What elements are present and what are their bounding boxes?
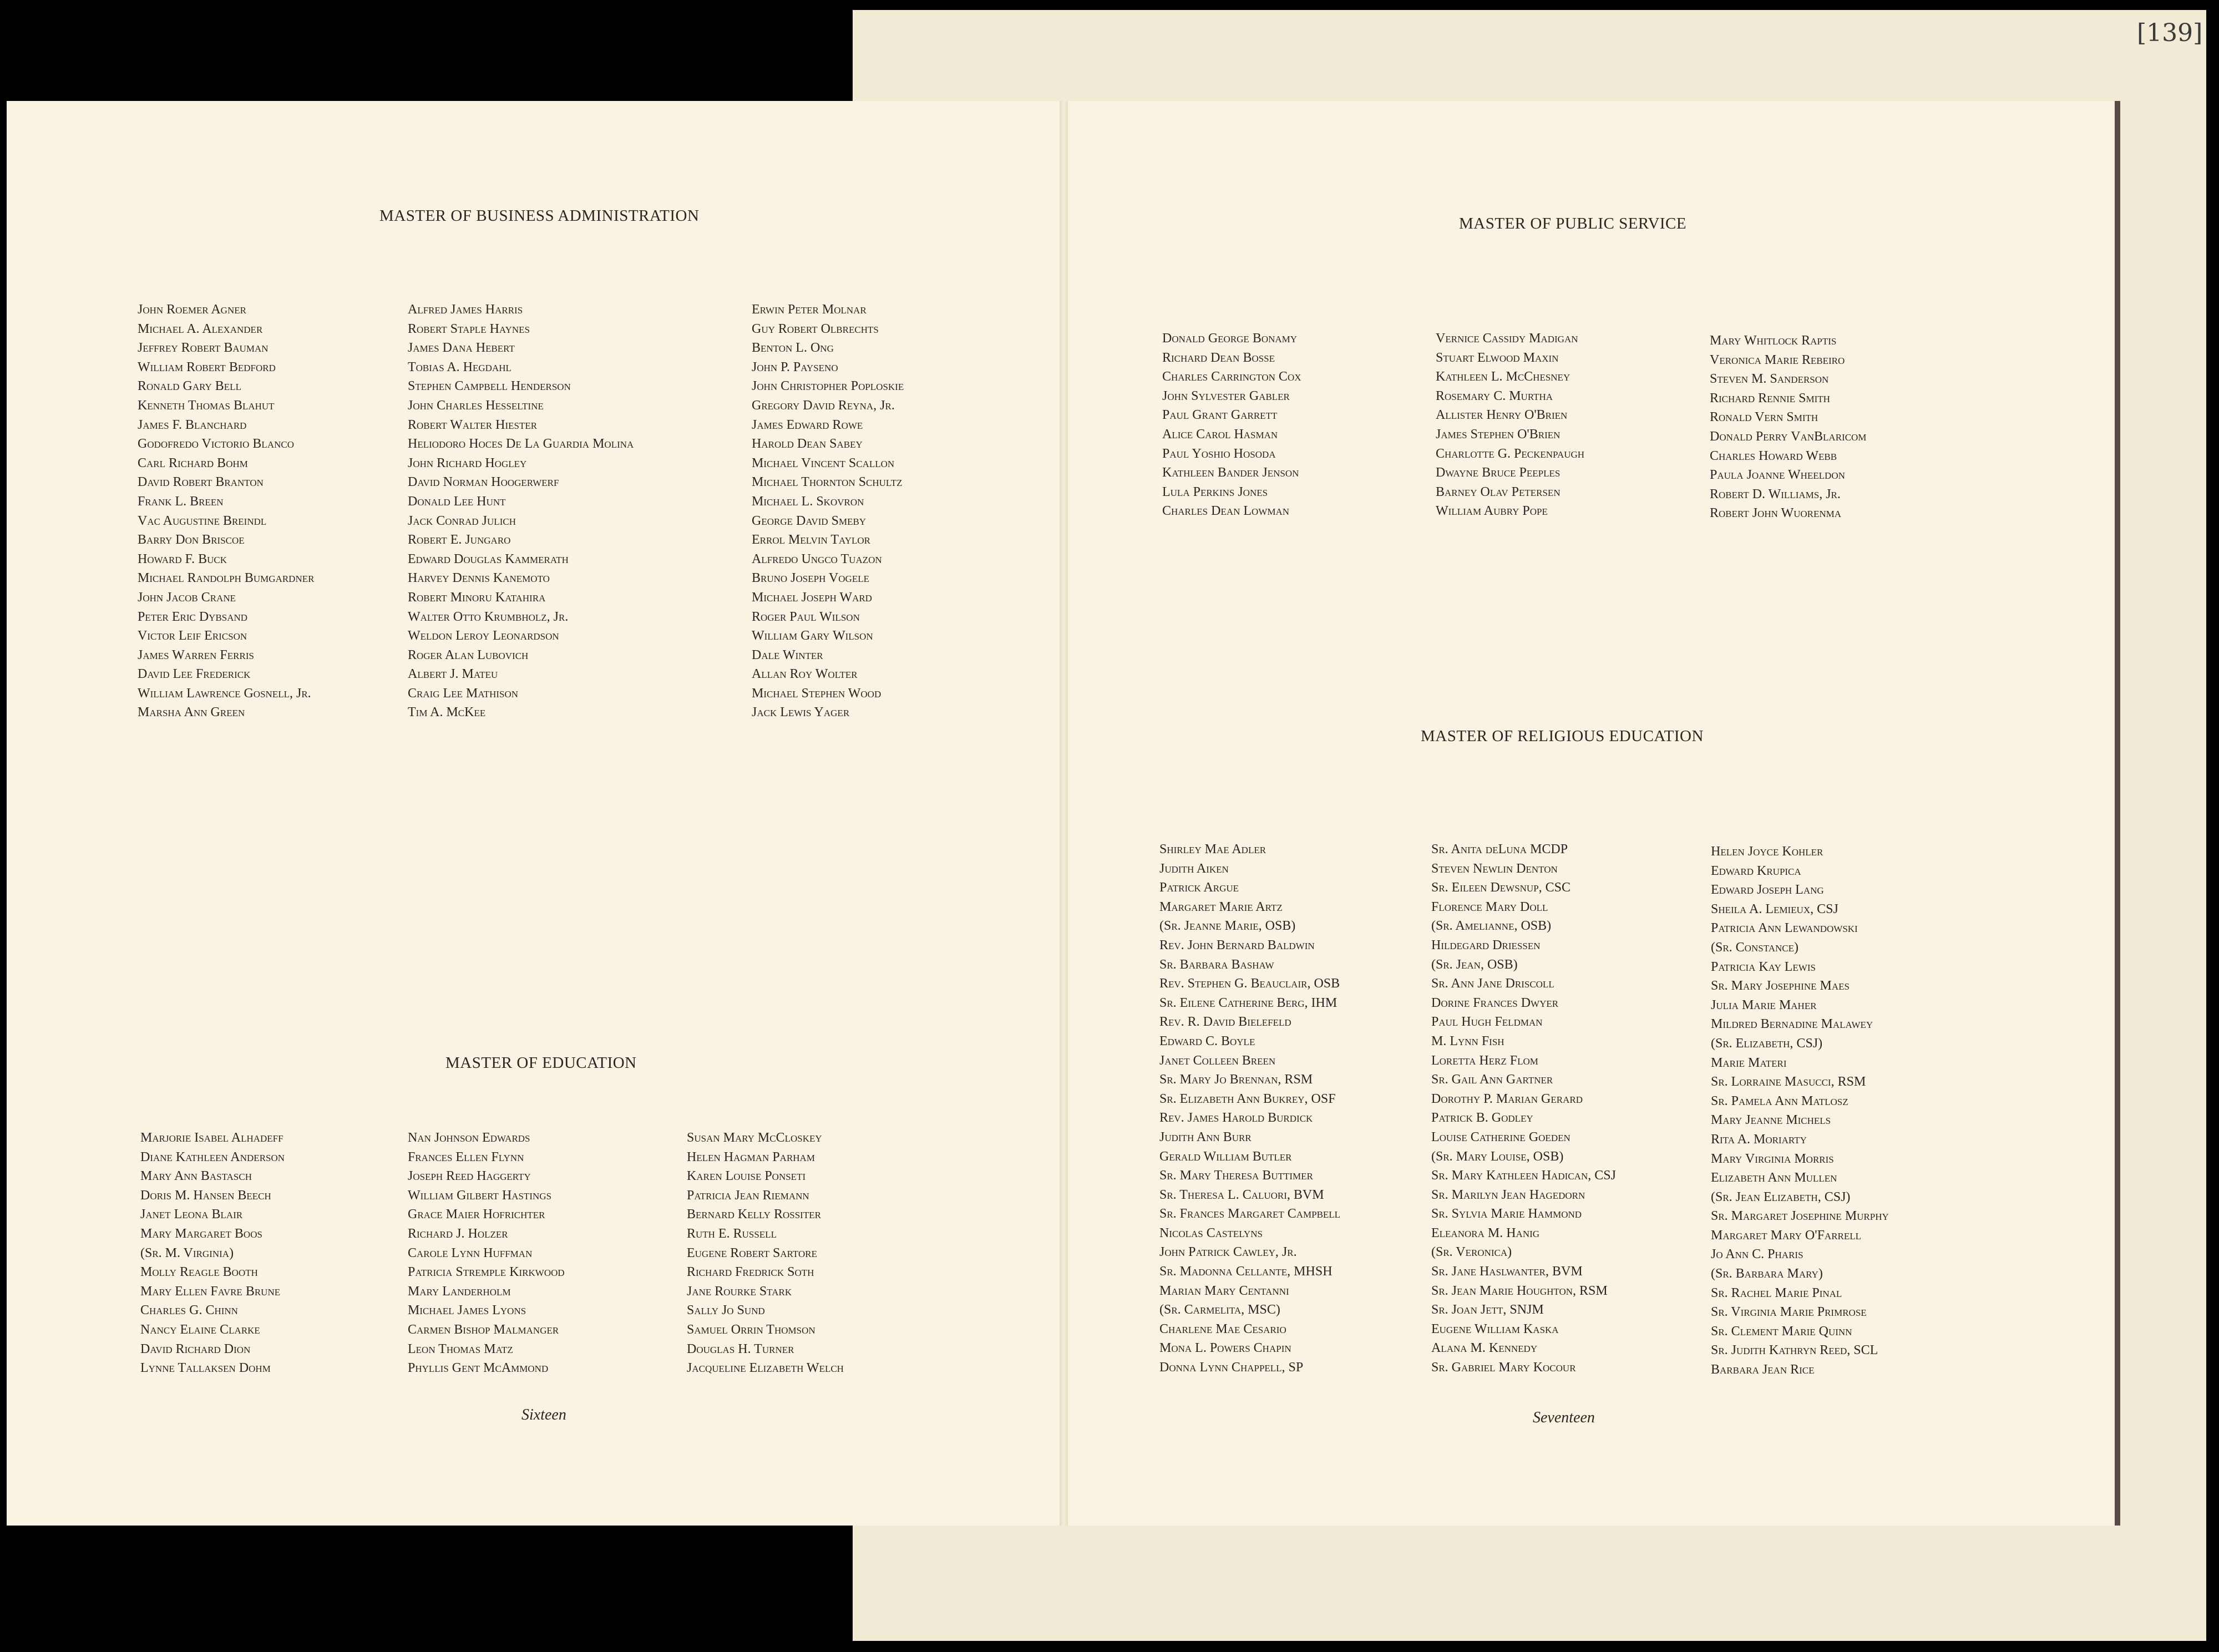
graduate-name: Paul Yoshio Hosoda [1162,446,1276,461]
graduate-name: (Sr. Jeanne Marie, OSB) [1159,919,1296,934]
graduate-name: Sr. Mary Kathleen Hadican, CSJ [1431,1168,1616,1183]
graduate-name: David Lee Frederick [138,667,251,682]
graduate-name: Eugene William Kaska [1431,1321,1559,1336]
graduate-name: Richard Rennie Smith [1710,391,1830,406]
graduate-name: Sr. Ann Jane Driscoll [1431,976,1554,991]
med-column-1 [140,1128,285,1378]
graduate-name: (Sr. Mary Louise, OSB) [1431,1149,1564,1164]
graduate-name: Helen Hagman Parham [687,1149,815,1164]
graduate-name: Douglas H. Turner [687,1341,794,1356]
graduate-name: Allister Henry O'Brien [1436,408,1568,423]
graduate-name: (Sr. Jean Elizabeth, CSJ) [1711,1189,1851,1204]
graduate-name: (Sr. Elizabeth, CSJ) [1711,1036,1823,1051]
graduate-name: Frank L. Breen [138,494,224,509]
graduate-name: Michael James Lyons [408,1303,526,1318]
graduate-name: Alice Carol Hasman [1162,427,1278,442]
graduate-name: Weldon Leroy Leonardson [408,629,559,643]
graduate-name: Kathleen Bander Jenson [1162,465,1299,480]
graduate-name: Shirley Mae Adler [1159,842,1266,857]
graduate-name: Donald George Bonamy [1162,331,1298,346]
graduate-name: Charles Dean Lowman [1162,504,1290,519]
graduate-name: Jo Ann C. Pharis [1711,1247,1803,1262]
graduate-name: John Charles Hesseltine [408,398,544,413]
graduate-name: Diane Kathleen Anderson [140,1149,285,1164]
mba-column-1 [138,300,314,722]
med-column-2 [408,1128,565,1378]
graduate-name: James Stephen O'Brien [1436,427,1561,442]
graduate-name: Kathleen L. McChesney [1436,369,1570,384]
graduate-name: John Roemer Agner [138,302,246,317]
mba-column-3 [752,300,904,722]
graduate-name: Kenneth Thomas Blahut [138,398,275,413]
graduate-name: Dorine Frances Dwyer [1431,995,1559,1010]
graduate-name: Mona L. Powers Chapin [1159,1341,1291,1356]
graduate-name: (Sr. Barbara Mary) [1711,1266,1823,1281]
graduate-name: Dwayne Bruce Peeples [1436,465,1561,480]
graduate-name: James Edward Rowe [752,417,863,432]
page-footer-right: Seventeen [1533,1409,1595,1426]
graduate-name: Walter Otto Krumbholz, Jr. [408,609,569,624]
graduate-name: Alfredo Ungco Tuazon [752,551,882,566]
graduate-name: Michael L. Skovron [752,494,864,509]
graduate-name: Louise Catherine Goeden [1431,1129,1570,1144]
graduate-name: Susan Mary McCloskey [687,1131,822,1145]
graduate-name: Sr. Eileen Dewsnup, CSC [1431,880,1571,895]
graduate-name: Edward Douglas Kammerath [408,551,569,566]
graduate-name: Veronica Marie Rebeiro [1710,352,1845,367]
graduate-name: Jack Lewis Yager [752,705,850,720]
graduate-name: Errol Melvin Taylor [752,533,870,548]
graduate-name: Richard Fredrick Soth [687,1265,814,1280]
graduate-name: Robert D. Williams, Jr. [1710,487,1841,501]
graduate-name: David Richard Dion [140,1341,251,1356]
graduate-name: Stuart Elwood Maxin [1436,350,1559,365]
graduate-name: Tim A. McKee [408,705,486,720]
graduate-name: Rev. John Bernard Baldwin [1159,938,1315,952]
graduate-name: Donald Lee Hunt [408,494,506,509]
graduate-name: John Sylvester Gabler [1162,388,1290,403]
graduate-name: Sr. Eilene Catherine Berg, IHM [1159,995,1338,1010]
graduate-name: Ronald Vern Smith [1710,410,1818,425]
graduate-name: Robert John Wuorenma [1710,506,1842,521]
graduate-name: Sr. Barbara Bashaw [1159,957,1274,972]
graduate-name: Mary Ann Bastasch [140,1169,252,1184]
graduate-name: Mary Ellen Favre Brune [140,1284,281,1299]
graduate-name: Mary Whitlock Raptis [1710,333,1837,348]
med-column-3 [687,1128,844,1378]
graduate-name: Dale Winter [752,647,823,662]
graduate-name: Leon Thomas Matz [408,1341,513,1356]
graduate-name: Joseph Reed Haggerty [408,1169,531,1184]
graduate-name: Carl Richard Bohm [138,455,248,470]
graduate-name: Helen Joyce Kohler [1711,844,1823,859]
graduate-name: Paul Hugh Feldman [1431,1015,1543,1030]
graduate-name: Sr. Madonna Cellante, MHSH [1159,1264,1333,1279]
graduate-name: Mary Jeanne Michels [1711,1113,1831,1128]
graduate-name: Barry Don Briscoe [138,533,245,548]
graduate-name: Florence Mary Doll [1431,899,1548,914]
graduate-name: Rev. James Harold Burdick [1159,1111,1313,1126]
graduate-name: Edward Joseph Lang [1711,883,1824,898]
graduate-name: Jacqueline Elizabeth Welch [687,1361,844,1376]
graduate-name: Charles Howard Webb [1710,448,1837,463]
graduate-name: Sr. Virginia Marie Primrose [1711,1305,1867,1320]
graduate-name: Sr. Jane Haslwanter, BVM [1431,1264,1583,1279]
graduate-name: (Sr. Amelianne, OSB) [1431,919,1552,934]
graduate-name: Sr. Theresa L. Caluori, BVM [1159,1187,1324,1202]
graduate-name: Frances Ellen Flynn [408,1149,524,1164]
graduate-name: Marie Materi [1711,1055,1787,1070]
graduate-name: Richard J. Holzer [408,1226,508,1241]
graduate-name: William Gary Wilson [752,629,873,643]
graduate-name: Charles G. Chinn [140,1303,238,1318]
graduate-name: Margaret Mary O'Farrell [1711,1228,1862,1243]
graduate-name: Vac Augustine Breindl [138,513,267,528]
graduate-name: Charlene Mae Cesario [1159,1321,1286,1336]
graduate-name: Mildred Bernadine Malawey [1711,1017,1873,1032]
graduate-name: William Gilbert Hastings [408,1188,552,1203]
graduate-name: Patrick Argue [1159,880,1239,895]
graduate-name: Michael Joseph Ward [752,590,872,605]
graduate-name: Karen Louise Ponseti [687,1169,806,1184]
graduate-name: Janet Leona Blair [140,1207,243,1222]
graduate-name: Steven Newlin Denton [1431,861,1558,876]
graduate-name: Dorothy P. Marian Gerard [1431,1091,1583,1106]
page-fold [1060,101,1068,1526]
graduate-name: Erwin Peter Molnar [752,302,867,317]
graduate-name: Sr. Mary Jo Brennan, RSM [1159,1072,1313,1087]
graduate-name: Bruno Joseph Vogele [752,571,869,586]
graduate-name: Elizabeth Ann Mullen [1711,1170,1837,1185]
mps-title: MASTER OF PUBLIC SERVICE [1459,215,1687,232]
graduate-name: Alana M. Kennedy [1431,1341,1538,1356]
graduate-name: Rev. R. David Bielefeld [1159,1015,1291,1030]
graduate-name: Sr. Mary Theresa Buttimer [1159,1168,1313,1183]
graduate-name: Harold Dean Sabey [752,437,863,452]
graduate-name: Patricia Ann Lewandowski [1711,921,1858,936]
graduate-name: Nan Johnson Edwards [408,1131,530,1145]
mba-title: MASTER OF BUSINESS ADMINISTRATION [379,207,700,225]
graduate-name: John Richard Hogley [408,455,527,470]
graduate-name: Julia Marie Maher [1711,997,1817,1012]
mre-column-1 [1159,840,1340,1377]
mre-column-3 [1711,842,1889,1380]
graduate-name: Roger Paul Wilson [752,609,860,624]
graduate-name: Harvey Dennis Kanemoto [408,571,550,586]
graduate-name: Janet Colleen Breen [1159,1053,1276,1068]
graduate-name: Sr. Mary Josephine Maes [1711,979,1850,994]
graduate-name: Peter Eric Dybsand [138,609,248,624]
graduate-name: Robert Walter Hiester [408,417,538,432]
graduate-name: Alfred James Harris [408,302,523,317]
graduate-name: Sr. Rachel Marie Pinal [1711,1285,1842,1300]
graduate-name: Mary Landerholm [408,1284,511,1299]
graduate-name: Sr. Gail Ann Gartner [1431,1072,1553,1087]
graduate-name: Charlotte G. Peckenpaugh [1436,446,1585,461]
graduate-name: Loretta Herz Flom [1431,1053,1538,1068]
graduate-name: Sr. Frances Margaret Campbell [1159,1207,1341,1222]
graduate-name: Howard F. Buck [138,551,227,566]
graduate-name: Sr. Jean Marie Houghton, RSM [1431,1283,1608,1298]
graduate-name: Robert E. Jungaro [408,533,511,548]
graduate-name: Sr. Gabriel Mary Kocour [1431,1360,1576,1375]
graduate-name: M. Lynn Fish [1431,1033,1504,1048]
mre-title: MASTER OF RELIGIOUS EDUCATION [1421,727,1704,745]
graduate-name: Doris M. Hansen Beech [140,1188,271,1203]
graduate-name: Barbara Jean Rice [1711,1362,1815,1377]
graduate-name: Nicolas Castelyns [1159,1225,1263,1240]
graduate-name: Bernard Kelly Rossiter [687,1207,821,1222]
med-title: MASTER OF EDUCATION [445,1054,637,1072]
graduate-name: Sr. Elizabeth Ann Bukrey, OSF [1159,1091,1336,1106]
graduate-name: William Robert Bedford [138,359,276,374]
graduate-name: Jeffrey Robert Bauman [138,341,268,356]
graduate-name: (Sr. Carmelita, MSC) [1159,1303,1280,1317]
graduate-name: Sr. Lorraine Masucci, RSM [1711,1075,1866,1089]
graduate-name: Rita A. Moriarty [1711,1132,1807,1147]
graduate-name: Richard Dean Bosse [1162,350,1275,365]
graduate-name: Phyllis Gent McAmmond [408,1361,549,1376]
graduate-name: Charles Carrington Cox [1162,369,1301,384]
archive-page-number: [139] [2137,19,2203,47]
mps-column-2 [1436,329,1584,521]
graduate-name: Carmen Bishop Malmanger [408,1322,559,1337]
graduate-name: Roger Alan Lubovich [408,647,529,662]
graduate-name: Patricia Jean Riemann [687,1188,809,1203]
graduate-name: Margaret Marie Artz [1159,899,1283,914]
graduate-name: Mary Virginia Morris [1711,1151,1834,1166]
graduate-name: Allan Roy Wolter [752,667,858,682]
graduate-name: Victor Leif Ericson [138,629,247,643]
graduate-name: Judith Ann Burr [1159,1129,1252,1144]
graduate-name: Mary Margaret Boos [140,1226,262,1241]
graduate-name: Michael Randolph Bumgardner [138,571,315,586]
graduate-name: Edward Krupica [1711,863,1801,878]
graduate-name: Patrick B. Godley [1431,1111,1533,1126]
graduate-name: Robert Staple Haynes [408,321,530,336]
graduate-name: Patricia Stremple Kirkwood [408,1265,565,1280]
graduate-name: Gregory David Reyna, Jr. [752,398,895,413]
graduate-name: Michael A. Alexander [138,321,263,336]
graduate-name: James Warren Ferris [138,647,254,662]
graduate-name: James Dana Hebert [408,341,515,356]
graduate-name: Rev. Stephen G. Beauclair, OSB [1159,976,1340,991]
graduate-name: George David Smeby [752,513,867,528]
graduate-name: Vernice Cassidy Madigan [1436,331,1578,346]
graduate-name: John Patrick Cawley, Jr. [1159,1245,1297,1260]
graduate-name: Patricia Kay Lewis [1711,959,1816,974]
graduate-name: Stephen Campbell Henderson [408,379,571,394]
graduate-name: Carole Lynn Huffman [408,1245,533,1260]
graduate-name: (Sr. Constance) [1711,940,1798,955]
graduate-name: Barney Olav Petersen [1436,484,1561,499]
graduate-name: Nancy Elaine Clarke [140,1322,260,1337]
graduate-name: David Norman Hoogerwerf [408,475,559,490]
page-edge [2115,101,2120,1526]
graduate-name: Sr. Clement Marie Quinn [1711,1324,1852,1339]
graduate-name: Sr. Judith Kathryn Reed, SCL [1711,1343,1878,1358]
graduate-name: Albert J. Mateu [408,667,498,682]
graduate-name: Steven M. Sanderson [1710,372,1829,387]
graduate-name: Sr. Marilyn Jean Hagedorn [1431,1187,1585,1202]
graduate-name: Gerald William Butler [1159,1149,1292,1164]
graduate-name: Benton L. Ong [752,341,834,356]
graduate-name: Molly Reagle Booth [140,1265,258,1280]
graduate-name: Heliodoro Hoces De La Guardia Molina [408,437,634,452]
graduate-name: Jane Rourke Stark [687,1284,792,1299]
graduate-name: Samuel Orrin Thomson [687,1322,815,1337]
graduate-name: James F. Blanchard [138,417,247,432]
graduate-name: Sr. Pamela Ann Matlosz [1711,1093,1848,1108]
graduate-name: (Sr. Jean, OSB) [1431,957,1518,972]
graduate-name: Ruth E. Russell [687,1226,777,1241]
graduate-name: Sr. Sylvia Marie Hammond [1431,1207,1582,1222]
graduate-name: Paula Joanne Wheeldon [1710,468,1845,483]
graduate-name: Robert Minoru Katahira [408,590,546,605]
graduate-name: Edward C. Boyle [1159,1033,1255,1048]
graduate-name: Lula Perkins Jones [1162,484,1268,499]
graduate-name: Lynne Tallaksen Dohm [140,1361,271,1376]
graduate-name: Guy Robert Olbrechts [752,321,879,336]
graduate-name: Sr. Joan Jett, SNJM [1431,1303,1544,1317]
graduate-name: Marian Mary Centanni [1159,1283,1289,1298]
graduate-name: John P. Payseno [752,359,838,374]
graduate-name: Sally Jo Sund [687,1303,765,1318]
graduate-name: (Sr. Veronica) [1431,1245,1512,1260]
graduate-name: John Jacob Crane [138,590,236,605]
mba-column-2 [408,300,634,722]
graduate-name: Grace Maier Hofrichter [408,1207,545,1222]
mre-column-2 [1431,840,1616,1377]
graduate-name: Sheila A. Lemieux, CSJ [1711,901,1838,916]
graduate-name: Michael Thornton Schultz [752,475,903,490]
graduate-name: Marjorie Isabel Alhadeff [140,1131,283,1145]
graduate-name: Michael Stephen Wood [752,686,881,701]
graduate-name: Eugene Robert Sartore [687,1245,817,1260]
graduate-name: Donald Perry VanBlaricom [1710,429,1867,444]
page-footer-left: Sixteen [521,1406,566,1423]
graduate-name: David Robert Branton [138,475,264,490]
graduate-name: Jack Conrad Julich [408,513,516,528]
graduate-name: William Lawrence Gosnell, Jr. [138,686,311,701]
graduate-name: Marsha Ann Green [138,705,245,720]
mps-column-1 [1162,329,1301,521]
graduate-name: Eleanora M. Hanig [1431,1225,1540,1240]
graduate-name: Hildegard Driessen [1431,938,1541,952]
graduate-name: Ronald Gary Bell [138,379,241,394]
graduate-name: John Christopher Poploskie [752,379,904,394]
mps-column-3 [1710,331,1866,523]
graduate-name: Sr. Margaret Josephine Murphy [1711,1209,1889,1224]
graduate-name: Judith Aiken [1159,861,1229,876]
graduate-name: Sr. Anita deLuna MCDP [1431,842,1568,857]
graduate-name: Godofredo Victorio Blanco [138,437,294,452]
graduate-name: (Sr. M. Virginia) [140,1245,234,1260]
graduate-name: Rosemary C. Murtha [1436,388,1553,403]
graduate-name: Michael Vincent Scallon [752,455,895,470]
graduate-name: Tobias A. Hegdahl [408,359,511,374]
graduate-name: William Aubry Pope [1436,504,1548,519]
graduate-name: Donna Lynn Chappell, SP [1159,1360,1304,1375]
graduate-name: Craig Lee Mathison [408,686,519,701]
graduate-name: Paul Grant Garrett [1162,408,1278,423]
